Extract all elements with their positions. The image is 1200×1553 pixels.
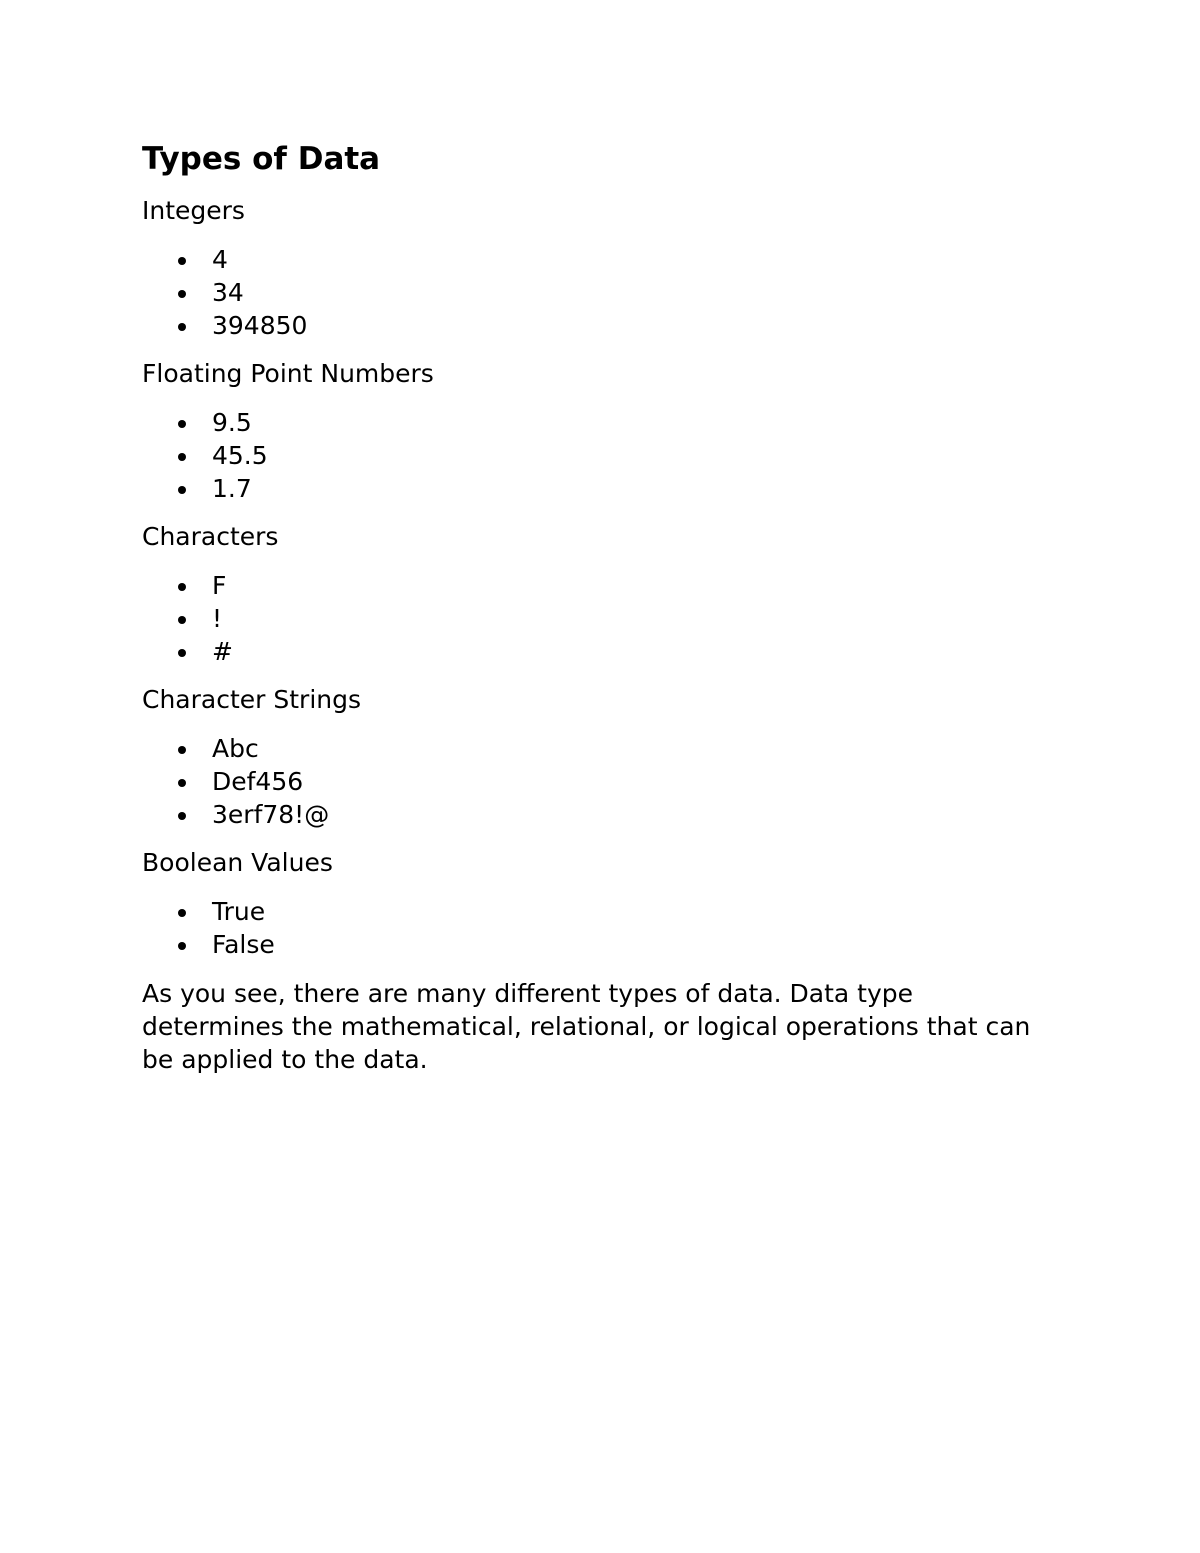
list-item-text: F xyxy=(212,571,227,600)
bullet-icon xyxy=(178,909,186,917)
summary-paragraph: As you see, there are many different types of data. Data type determines the mathematical, relational, or logical operations that can be applied to the data. xyxy=(142,979,1031,1074)
list-item-text: Def456 xyxy=(212,767,304,796)
item-list xyxy=(142,406,1200,505)
section-floating-point xyxy=(142,358,1200,505)
list-item xyxy=(142,765,1200,798)
list-item xyxy=(142,798,1200,831)
bullet-icon xyxy=(178,746,186,754)
section-integers xyxy=(142,195,1200,342)
section-boolean-values xyxy=(142,847,1200,961)
list-item xyxy=(142,602,1200,635)
section-heading: Integers xyxy=(142,196,245,225)
bullet-icon xyxy=(178,290,186,298)
list-item xyxy=(142,895,1200,928)
bullet-icon xyxy=(178,453,186,461)
section-character-strings xyxy=(142,684,1200,831)
bullet-icon xyxy=(178,257,186,265)
list-item-text: ! xyxy=(212,604,223,633)
list-item-text: Abc xyxy=(212,734,259,763)
list-item xyxy=(142,276,1200,309)
bullet-icon xyxy=(178,942,186,950)
list-item xyxy=(142,569,1200,602)
list-item-text: # xyxy=(212,637,233,666)
item-list xyxy=(142,569,1200,668)
list-item xyxy=(142,472,1200,505)
item-list xyxy=(142,895,1200,961)
section-characters xyxy=(142,521,1200,668)
list-item xyxy=(142,439,1200,472)
list-item xyxy=(142,928,1200,961)
list-item-text: False xyxy=(212,930,275,959)
section-heading: Characters xyxy=(142,522,279,551)
bullet-icon xyxy=(178,616,186,624)
bullet-icon xyxy=(178,486,186,494)
list-item xyxy=(142,406,1200,439)
item-list xyxy=(142,243,1200,342)
list-item-text: 3erf78!@ xyxy=(212,800,330,829)
list-item xyxy=(142,732,1200,765)
bullet-icon xyxy=(178,323,186,331)
list-item xyxy=(142,243,1200,276)
page-title: Types of Data xyxy=(142,141,381,177)
section-heading: Floating Point Numbers xyxy=(142,359,434,388)
list-item xyxy=(142,309,1200,342)
bullet-icon xyxy=(178,649,186,657)
list-item-text: 394850 xyxy=(212,311,308,340)
bullet-icon xyxy=(178,583,186,591)
list-item-text: True xyxy=(212,897,266,926)
bullet-icon xyxy=(178,812,186,820)
list-item-text: 45.5 xyxy=(212,441,268,470)
list-item-text: 1.7 xyxy=(212,474,252,503)
list-item-text: 4 xyxy=(212,245,228,274)
list-item xyxy=(142,635,1200,668)
bullet-icon xyxy=(178,779,186,787)
bullet-icon xyxy=(178,420,186,428)
section-heading: Boolean Values xyxy=(142,848,333,877)
list-item-text: 34 xyxy=(212,278,244,307)
item-list xyxy=(142,732,1200,831)
section-heading: Character Strings xyxy=(142,685,362,714)
list-item-text: 9.5 xyxy=(212,408,252,437)
